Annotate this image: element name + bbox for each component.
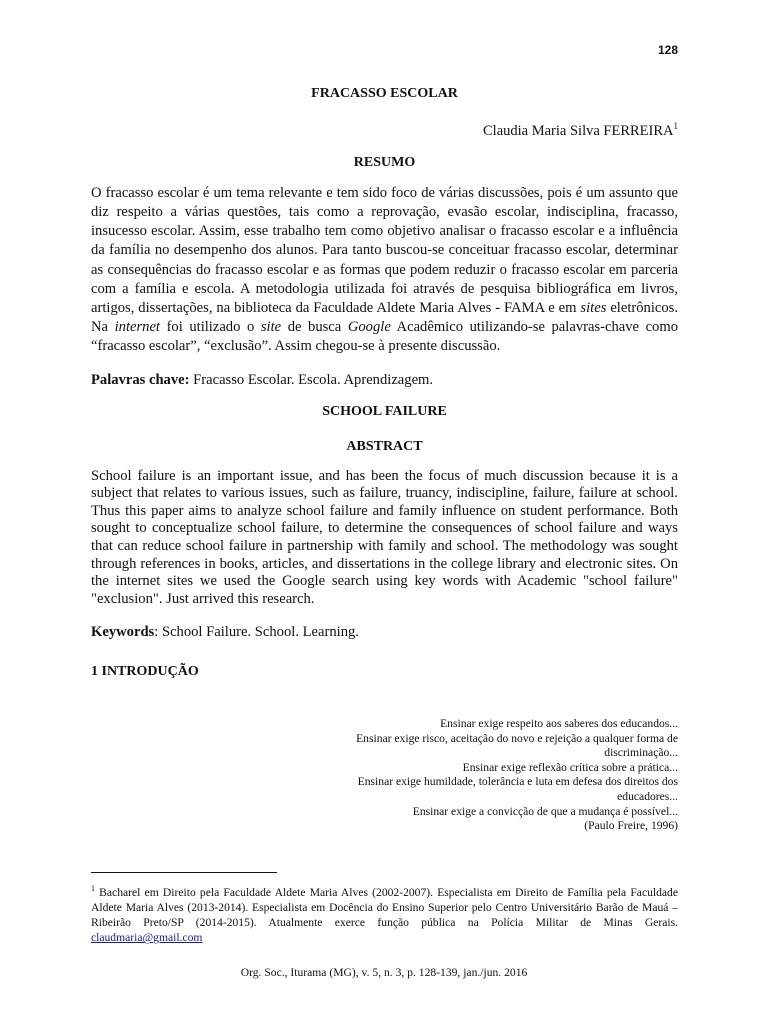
author-line [91, 117, 678, 140]
author-footnote-mark: 1 [673, 121, 678, 131]
resumo-text-3: foi utilizado o [160, 319, 261, 336]
author-name: Claudia Maria Silva FERREIRA [483, 122, 674, 139]
resumo-text-5: Acadêmico utilizando-se palavras-chave como “fracasso escolar”, “exclusão”. Assim chegou-se à presente discussão. [91, 319, 679, 355]
epigraph-line: Ensinar exige humildade, tolerância e luta em defesa dos direitos dos educadores... [357, 775, 678, 803]
footnote-email-link[interactable]: claudmaria@gmail.com [91, 931, 203, 945]
resumo-paragraph [91, 184, 678, 357]
journal-footer: Org. Soc., Iturama (MG), v. 5, n. 3, p. 128-139, jan./jun. 2016 [240, 966, 528, 979]
abstract-paragraph: School failure is an important issue, and has been the focus of much discussion because it is a subject that relates to various issues, such as failure, truancy, indiscipline, failure, failure at school. Thus this paper aims to analyze school failure and family influence on student performance. Both sought to conceptualize school failure, to determine the consequences of school failure and ways that can reduce school failure in partnership with family and school. The methodology was sought through references in books, articles, and dissertations in the college library and electronic sites. On the internet sites we used the Google search using key words with Academic "school failure" "exclusion". Just arrived this research. [91, 467, 678, 607]
resumo-text-4: de busca [281, 319, 348, 336]
resumo-text-2: eletrônicos. Na [91, 300, 678, 336]
epigraph-line: Ensinar exige a convicção de que a mudança é possível... [412, 804, 678, 818]
epigraph-line: Ensinar exige respeito aos saberes dos educandos... [440, 717, 678, 730]
section-heading-introducao: 1 INTRODUÇÃO [91, 664, 199, 680]
page-number: 128 [657, 43, 678, 57]
resumo-italic-internet: internet [114, 319, 160, 336]
resumo-heading: RESUMO [353, 154, 416, 170]
footnote-text: Bacharel em Direito pela Faculdade Aldete Maria Alves (2002-2007). Especialista em Direito de Família pela Faculdade Aldete Maria Alves (2013-2014). Especialista em Docência do Ensino Superior pelo Centro Universitário Barão de Mauá – Ribeirão Preto/SP (2014-2015). Atualmente exerce função pública na Polícia Militar de Minas Gerais. [91, 885, 678, 930]
epigraph-quote [318, 717, 678, 834]
main-content [91, 85, 678, 681]
epigraph-citation: (Paulo Freire, 1996) [584, 819, 678, 833]
epigraph-line: Ensinar exige reflexão crítica sobre a prática... [462, 760, 678, 774]
paper-title: FRACASSO ESCOLAR [311, 86, 458, 101]
footnote-mark: 1 [91, 884, 95, 893]
abstract-heading: ABSTRACT [346, 438, 423, 454]
resumo-italic-google: Google [347, 319, 391, 336]
resumo-keywords-label: Palavras chave: [91, 371, 190, 388]
resumo-italic-sites: sites [580, 300, 607, 317]
resumo-text-1: O fracasso escolar é um tema relevante e tem sido foco de várias discussões, pois é um assunto que diz respeito a várias questões, tais como a reprovação, evasão escolar, indisciplina, fracasso, insucesso escolar. Assim, esse trabalho tem como objetivo analisar o fracasso escolar e a influência da família no desempenho dos alunos. Para tanto buscou-se conceituar fracasso escolar, determinar as consequências do fracasso escolar e as formas que podem reduzir o fracasso escolar em parceria com a família e escola. A metodologia utilizada foi através de pesquisa bibliográfica em livros, artigos, dissertações, na biblioteca da Faculdade Aldete Maria Alves - FAMA e em [91, 184, 678, 317]
footnote [91, 881, 678, 946]
resumo-italic-site: site [260, 319, 282, 336]
english-title: SCHOOL FAILURE [322, 403, 447, 419]
abstract-keywords-text: : School Failure. School. Learning. [154, 624, 359, 641]
footnote-separator [91, 872, 277, 873]
resumo-keywords [91, 371, 678, 389]
resumo-keywords-text: Fracasso Escolar. Escola. Aprendizagem. [189, 371, 434, 388]
abstract-keywords [91, 623, 678, 641]
abstract-keywords-label: Keywords [91, 624, 155, 641]
epigraph-line: Ensinar exige risco, aceitação do novo e rejeição a qualquer forma de discriminação... [356, 731, 678, 760]
